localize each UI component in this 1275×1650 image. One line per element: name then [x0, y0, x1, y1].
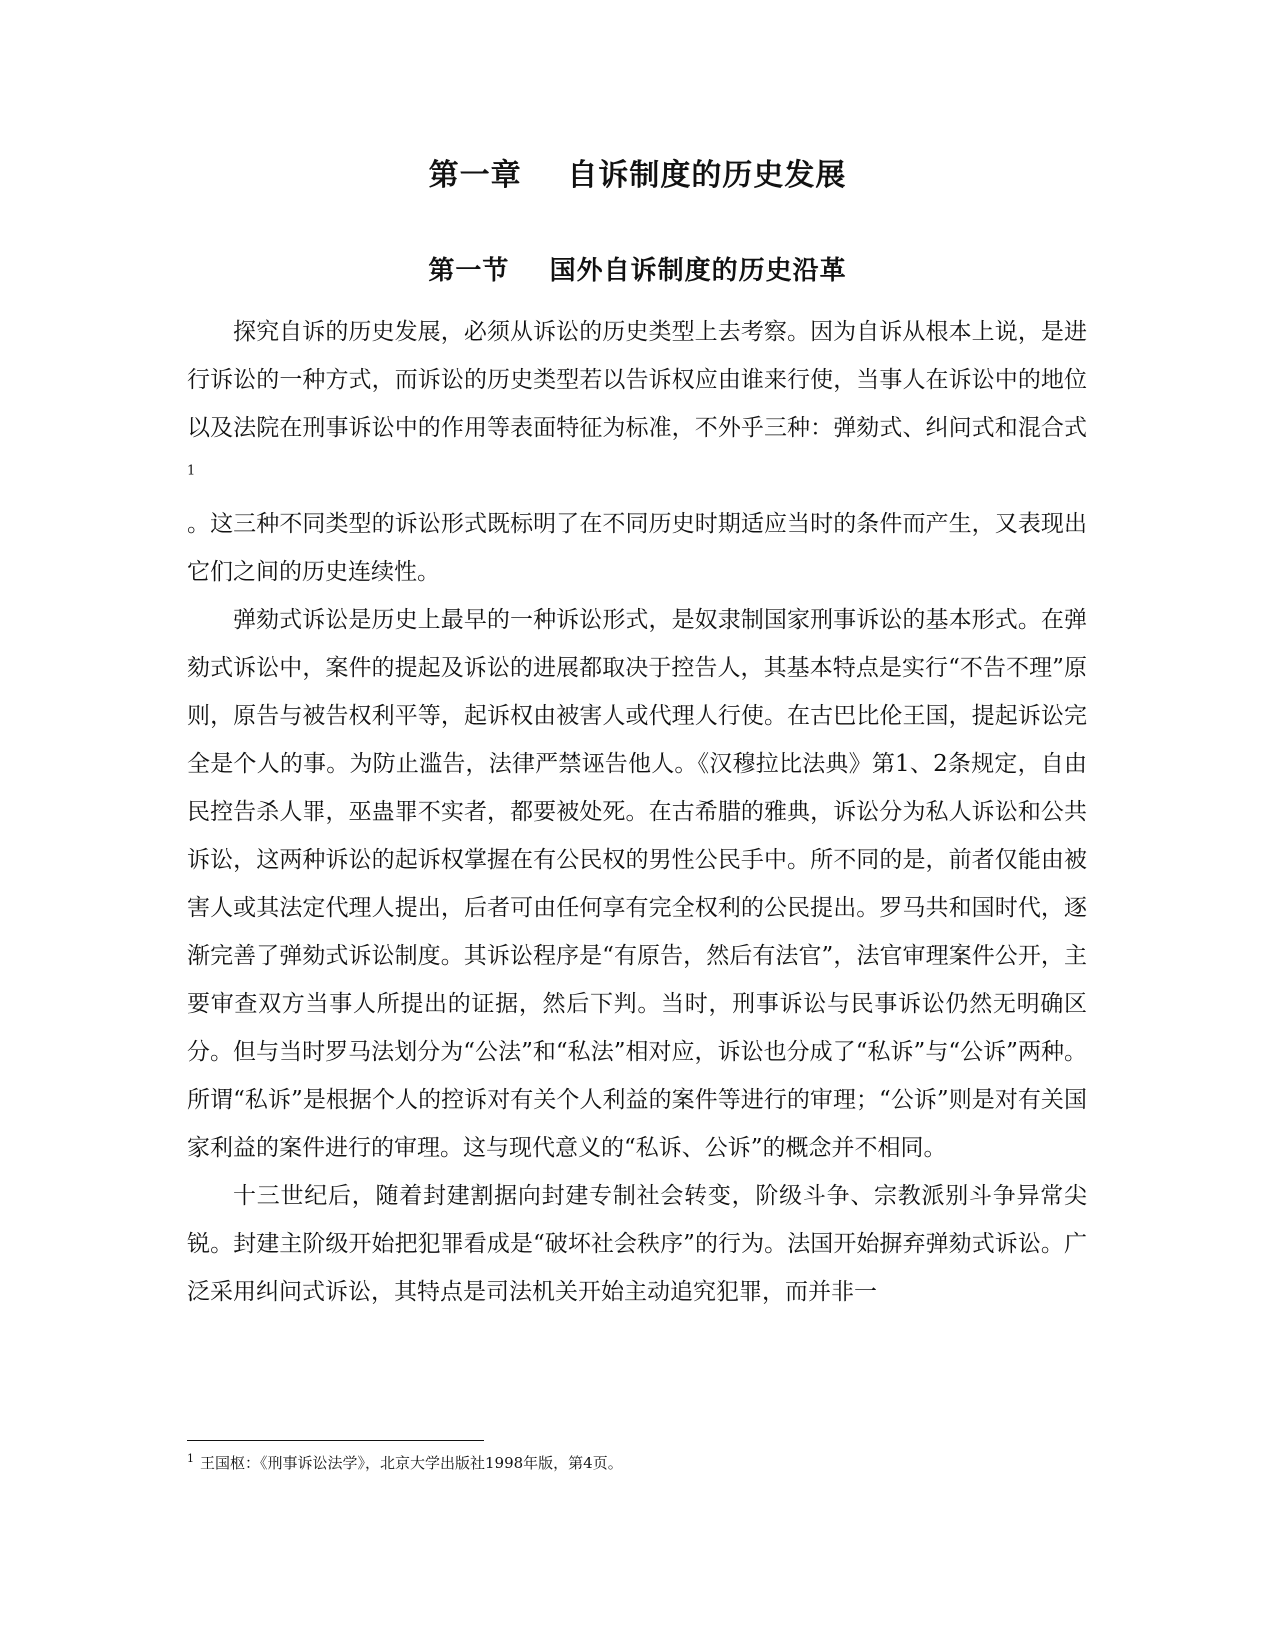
paragraph-3: 十三世纪后，随着封建割据向封建专制社会转变，阶级斗争、宗教派别斗争异常尖锐。封建主阶级开始把犯罪看成是“破坏社会秩序”的行为。法国开始摒弃弹劾式诉讼。广泛采用纠问式诉讼，其特点是司法机关开始主动追究犯罪，而并非一: [187, 1183, 1087, 1305]
paragraph-1: [187, 308, 1087, 500]
section-title: 第一节 国外自诉制度的历史沿革: [428, 256, 847, 286]
footnote-divider: [187, 1440, 484, 1441]
chapter-title: 第一章 自诉制度的历史发展: [428, 158, 847, 193]
paragraph-2: 弹劾式诉讼是历史上最早的一种诉讼形式，是奴隶制国家刑事诉讼的基本形式。在弹劾式诉讼中，案件的提起及诉讼的进展都取决于控告人，其基本特点是实行“不告不理”原则，原告与被告权利平等，起诉权由被害人或代理人行使。在古巴比伦王国，提起诉讼完全是个人的事。为防止滥告，法律严禁诬告他人。《汉穆拉比法典》第1、2条规定，自由民控告杀人罪，巫蛊罪不实者，都要被处死。在古希腊的雅典，诉讼分为私人诉讼和公共诉讼，这两种诉讼的起诉权掌握在有公民权的男性公民手中。所不同的是，前者仅能由被害人或其法定代理人提出，后者可由任何享有完全权利的公民提出。罗马共和国时代，逐渐完善了弹劾式诉讼制度。其诉讼程序是“有原告，然后有法官”，法官审理案件公开，主要审查双方当事人所提出的证据，然后下判。当时，刑事诉讼与民事诉讼仍然无明确区分。但与当时罗马法划分为“公法”和“私法”相对应，诉讼也分成了“私诉”与“公诉”两种。所谓“私诉”是根据个人的控诉对有关个人利益的案件等进行的审理；“公诉”则是对有关国家利益的案件进行的审理。这与现代意义的“私诉、公诉”的概念并不相同。: [187, 607, 1087, 1161]
paragraph-1-continuation: 。这三种不同类型的诉讼形式既标明了在不同历史时期适应当时的条件而产生，又表现出它们之间的历史连续性。: [187, 511, 1087, 585]
footnote: [187, 1452, 1087, 1474]
paragraph-1-text: 探究自诉的历史发展，必须从诉讼的历史类型上去考察。因为自诉从根本上说，是进行诉讼的一种方式，而诉讼的历史类型若以告诉权应由谁来行使，当事人在诉讼中的地位以及法院在刑事诉讼中的作用等表面特征为标准，不外乎三种：弹劾式、纠问式和混合式: [187, 319, 1087, 441]
footnote-number: 1: [187, 1452, 194, 1465]
footnote-reference[interactable]: 1: [187, 463, 196, 479]
footnote-text: 王国枢：《刑事诉讼法学》，北京大学出版社1998年版，第4页。: [200, 1454, 623, 1472]
body-text: [187, 308, 1087, 1316]
